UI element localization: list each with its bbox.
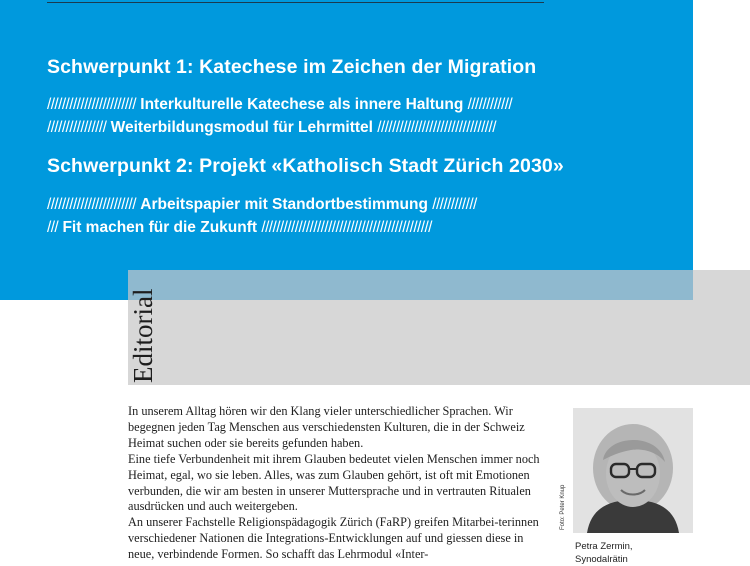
focus-panel bbox=[0, 0, 693, 300]
item-label: Weiterbildungsmodul für Lehrmittel bbox=[110, 119, 373, 136]
focus-item-future-fit bbox=[47, 219, 432, 237]
band-overlap bbox=[128, 270, 693, 300]
item-label: Fit machen für die Zukunft bbox=[62, 219, 258, 236]
caption-role: Synodalrätin bbox=[575, 554, 628, 565]
paragraph: An unserer Fachstelle Religionspädagogik Zürich (FaRP) greifen Mitarbei-terinnen verschiedener Nationen die Integrations-Entwicklungen auf und giessen diese in neue, verbindende Formen. So schafft das Lehrmodul «Inter- bbox=[128, 515, 539, 562]
focus-heading-1: Schwerpunkt 1: Katechese im Zeichen der Migration bbox=[47, 56, 537, 78]
item-label: Arbeitspapier mit Standortbestimmung bbox=[140, 196, 428, 213]
slash-prefix: //////////////// bbox=[47, 119, 107, 136]
slash-suffix: //////////// bbox=[467, 96, 513, 113]
photo-caption bbox=[575, 540, 633, 566]
slash-prefix: //////////////////////// bbox=[47, 196, 136, 213]
paragraph: In unserem Alltag hören wir den Klang vieler unterschiedlicher Sprachen. Wir begegnen jeden Tag Menschen aus verschiedensten Kulturen, die in der Schweiz Heimat suchen oder sie bereits gefunden haben. bbox=[128, 404, 525, 450]
portrait-photo bbox=[573, 408, 693, 533]
slash-suffix: //////////////////////////////// bbox=[377, 119, 496, 136]
photo-credit: Foto: Peter Knup bbox=[560, 484, 566, 530]
slash-suffix: ////////////////////////////////////////////// bbox=[261, 219, 432, 236]
slash-prefix: //////////////////////// bbox=[47, 96, 136, 113]
caption-name: Petra Zermin, bbox=[575, 541, 633, 552]
slash-prefix: /// bbox=[47, 219, 59, 236]
focus-item-training-module bbox=[47, 119, 496, 137]
slash-suffix: //////////// bbox=[432, 196, 477, 213]
portrait-illustration bbox=[573, 408, 693, 533]
editorial-title-box bbox=[128, 268, 158, 383]
top-rule bbox=[47, 2, 544, 3]
editorial-body bbox=[128, 404, 548, 563]
paragraph: Eine tiefe Verbundenheit mit ihrem Glauben bedeutet vielen Menschen immer noch Heimat, egal, wo sie leben. Alles, was zum Glauben gehört, ist oft mit Emotionen verbunden, die wir am besten in unserer Muttersprache und in vertrauten Ritualen ausdrücken und auch weitergeben. bbox=[128, 451, 540, 514]
focus-item-intercultural bbox=[47, 96, 512, 114]
focus-item-working-paper bbox=[47, 196, 477, 214]
focus-heading-2: Schwerpunkt 2: Projekt «Katholisch Stadt Zürich 2030» bbox=[47, 155, 564, 177]
item-label: Interkulturelle Katechese als innere Haltung bbox=[140, 96, 464, 113]
editorial-title: Editorial bbox=[128, 288, 158, 383]
